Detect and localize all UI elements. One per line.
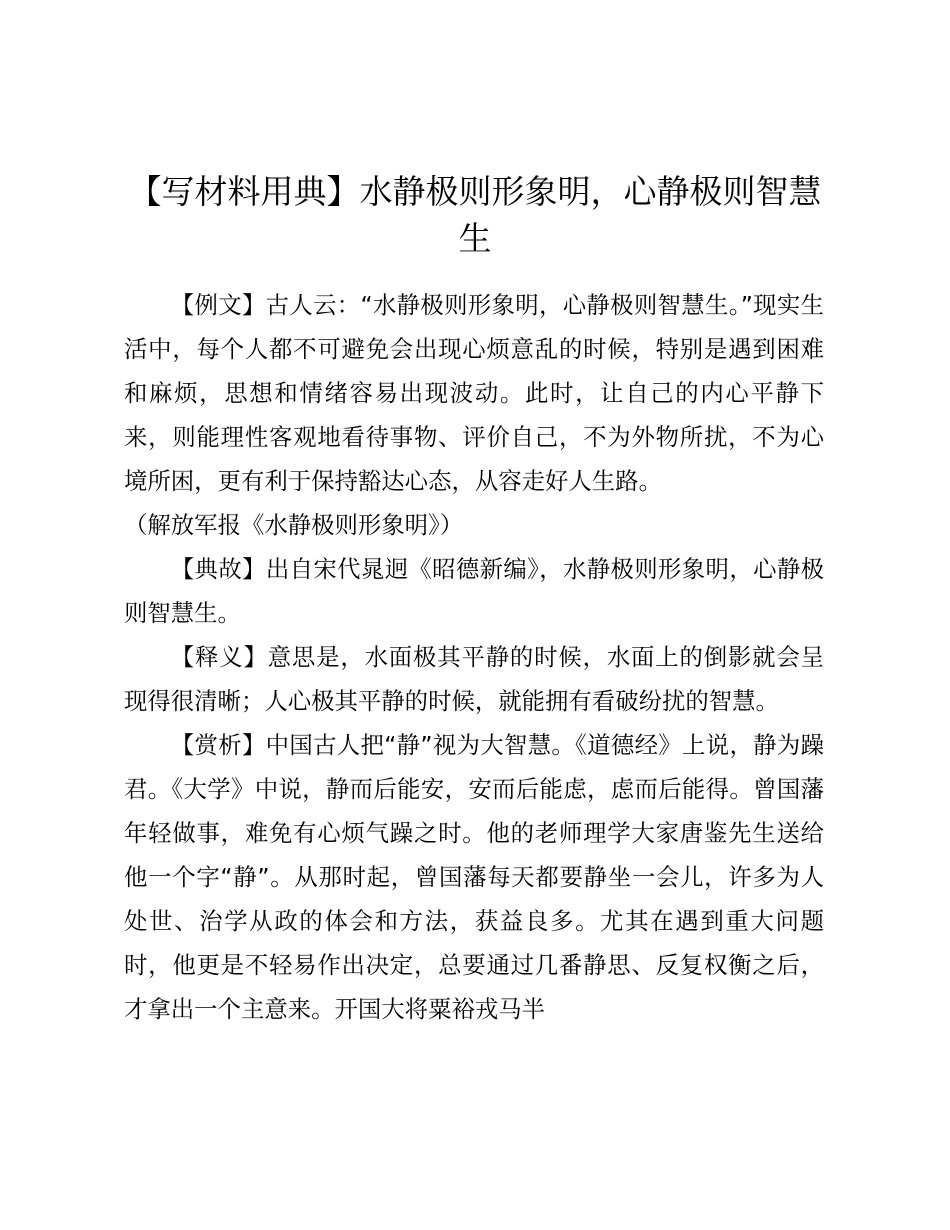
document-title: 【写材料用典】水静极则形象明，心静极则智慧生 <box>128 172 822 258</box>
paragraph-example: 【例文】古人云：“水静极则形象明，心静极则智慧生。”现实生活中，每个人都不可避免会出现心烦意乱的时候，特别是遇到困难和麻烦，思想和情绪容易出现波动。此时，让自己的内心平静下来，则能理性客观地看待事物、评价自己，不为外物所扰，不为心境所困，更有利于保持豁达心态，从容走好人生路。 <box>124 291 824 495</box>
paragraph-interpretation: 【释义】意思是，水面极其平静的时候，水面上的倒影就会呈现得很清晰；人心极其平静的时候，就能拥有看破纷扰的智慧。 <box>124 643 824 715</box>
document-body <box>124 283 824 1031</box>
paragraph-appreciation: 【赏析】中国古人把“静”视为大智慧。《道德经》上说，静为躁君。《大学》中说，静而后能安，安而后能虑，虑而后能得。曾国藩年轻做事，难免有心烦气躁之时。他的老师理学大家唐鉴先生送给他一个字“静”。从那时起，曾国藩每天都要静坐一会儿，许多为人处世、治学从政的体会和方法，获益良多。尤其在遇到重大问题时，他更是不轻易作出决定，总要通过几番静思、反复权衡之后，才拿出一个主意来。开国大将粟裕戎马半 <box>124 731 824 1023</box>
example-source: （解放军报《水静极则形象明》） <box>124 511 464 539</box>
paragraph-allusion: 【典故】出自宋代晁迥《昭德新编》，水静极则形象明，心静极则智慧生。 <box>124 555 824 627</box>
